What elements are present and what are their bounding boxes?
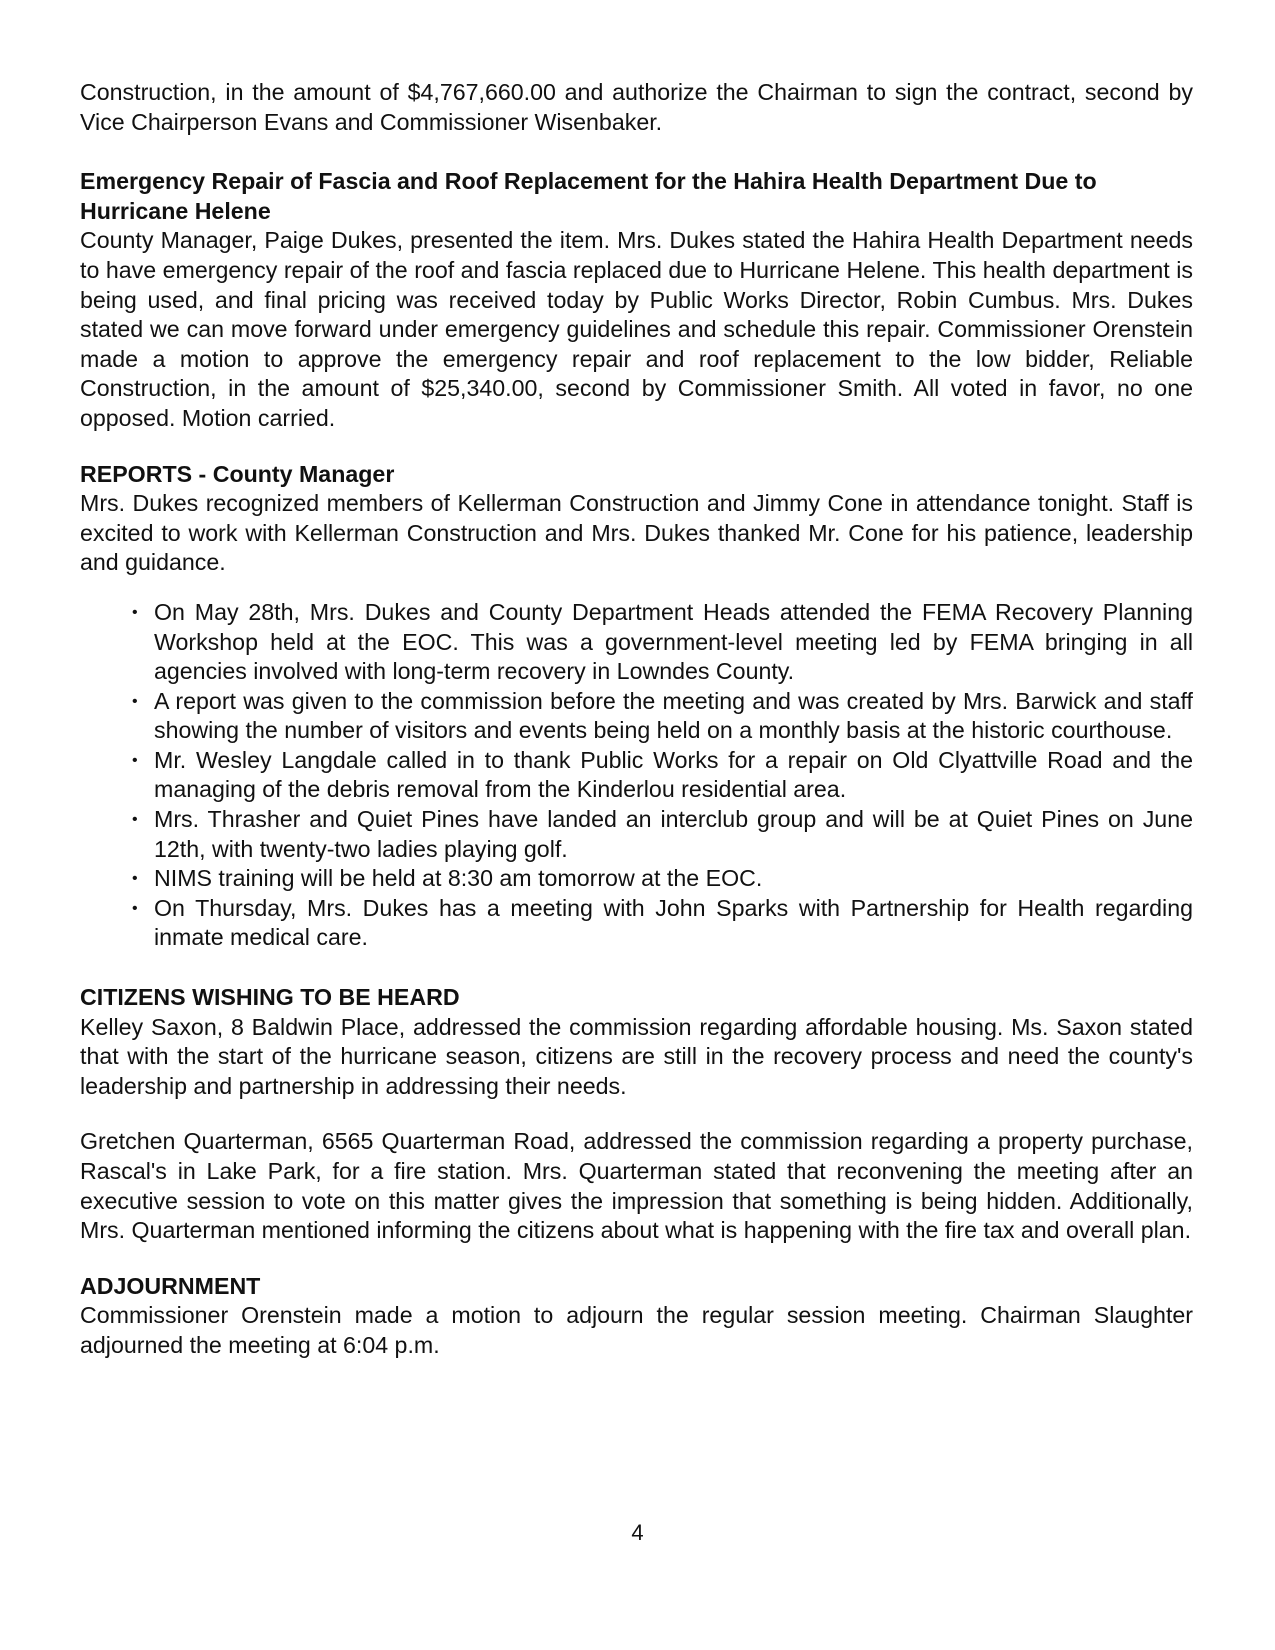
emergency-repair-heading: Emergency Repair of Fascia and Roof Replacement for the Hahira Health Department Due to Hurricane Helene <box>80 168 1097 224</box>
list-item-text: NIMS training will be held at 8:30 am tomorrow at the EOC. <box>154 865 763 892</box>
adjournment-heading: ADJOURNMENT <box>80 1272 261 1299</box>
citizens-heading: CITIZENS WISHING TO BE HEARD <box>80 984 460 1011</box>
continuation-paragraph: Construction, in the amount of $4,767,660.00 and authorize the Chairman to sign the contract, second by Vice Chairperson Evans and Commissioner Wisenbaker. <box>80 79 1193 135</box>
list-item-text: Mrs. Thrasher and Quiet Pines have landed an interclub group and will be at Quiet Pines on June 12th, with twenty-two ladies playing golf. <box>154 806 1193 862</box>
list-item <box>132 746 1193 805</box>
list-item <box>132 598 1193 687</box>
adjournment-body: Commissioner Orenstein made a motion to adjourn the regular session meeting. Chairman Slaughter adjourned the meeting at 6:04 p.m. <box>80 1302 1193 1358</box>
list-item <box>132 894 1193 953</box>
list-item-text: A report was given to the commission before the meeting and was created by Mrs. Barwick and staff showing the number of visitors and events being held on a monthly basis at the historic courthouse. <box>154 687 1193 744</box>
list-item <box>132 805 1193 864</box>
emergency-repair-body: County Manager, Paige Dukes, presented the item. Mrs. Dukes stated the Hahira Health Department needs to have emergency repair of the roof and fascia replaced due to Hurricane Helene. This health department is being used, and final pricing was received today by Public Works Director, Robin Cumbus. Mrs. Dukes stated we can move forward under emergency guidelines and schedule this repair. Commissioner Orenstein made a motion to approve the emergency repair and roof replacement to the low bidder, Reliable Construction, in the amount of $25,340.00, second by Commissioner Smith. All voted in favor, no one opposed. Motion carried. <box>80 227 1193 431</box>
bullet-icon: • <box>132 811 138 829</box>
list-item-text: On Thursday, Mrs. Dukes has a meeting with John Sparks with Partnership for Health regarding inmate medical care. <box>154 894 1193 951</box>
reports-intro: Mrs. Dukes recognized members of Kellerman Construction and Jimmy Cone in attendance tonight. Staff is excited to work with Kellerman Construction and Mrs. Dukes thanked Mr. Cone for his patience, leadership and guidance. <box>80 490 1193 576</box>
list-item-text: On May 28th, Mrs. Dukes and County Department Heads attended the FEMA Recovery Planning Workshop held at the EOC. This was a government-level meeting led by FEMA bringing in all agencies involved with long-term recovery in Lowndes County. <box>154 598 1193 685</box>
list-item-text: Mr. Wesley Langdale called in to thank Public Works for a repair on Old Clyattville Road and the managing of the debris removal from the Kinderlou residential area. <box>154 746 1193 803</box>
citizens-section <box>80 983 1193 1246</box>
bullet-icon: • <box>132 692 138 710</box>
bullet-icon: • <box>132 899 138 917</box>
reports-bullet-list <box>80 598 1193 953</box>
adjournment-section <box>80 1272 1193 1361</box>
citizens-paragraph-quarterman: Gretchen Quarterman, 6565 Quarterman Road, addressed the commission regarding a property purchase, Rascal's in Lake Park, for a fire station. Mrs. Quarterman stated that reconvening the meeting after an executive session to vote on this matter gives the impression that something is being hidden. Additionally, Mrs. Quarterman mentioned informing the citizens about what is happening with the fire tax and overall plan. <box>80 1128 1193 1244</box>
citizens-paragraph-saxon: Kelley Saxon, 8 Baldwin Place, addressed the commission regarding affordable housing. Ms. Saxon stated that with the start of the hurricane season, citizens are still in the recovery process and need the county's leadership and partnership in addressing their needs. <box>80 1013 1193 1099</box>
bullet-icon: • <box>132 870 138 888</box>
emergency-repair-section <box>80 167 1193 433</box>
list-item <box>132 687 1193 746</box>
bullet-icon: • <box>132 751 138 769</box>
list-item <box>132 864 1193 894</box>
bullet-icon: • <box>132 603 138 621</box>
page-number: 4 <box>631 1520 644 1545</box>
reports-heading: REPORTS - County Manager <box>80 460 395 487</box>
reports-section <box>80 460 1193 954</box>
minutes-page <box>80 78 1193 1361</box>
